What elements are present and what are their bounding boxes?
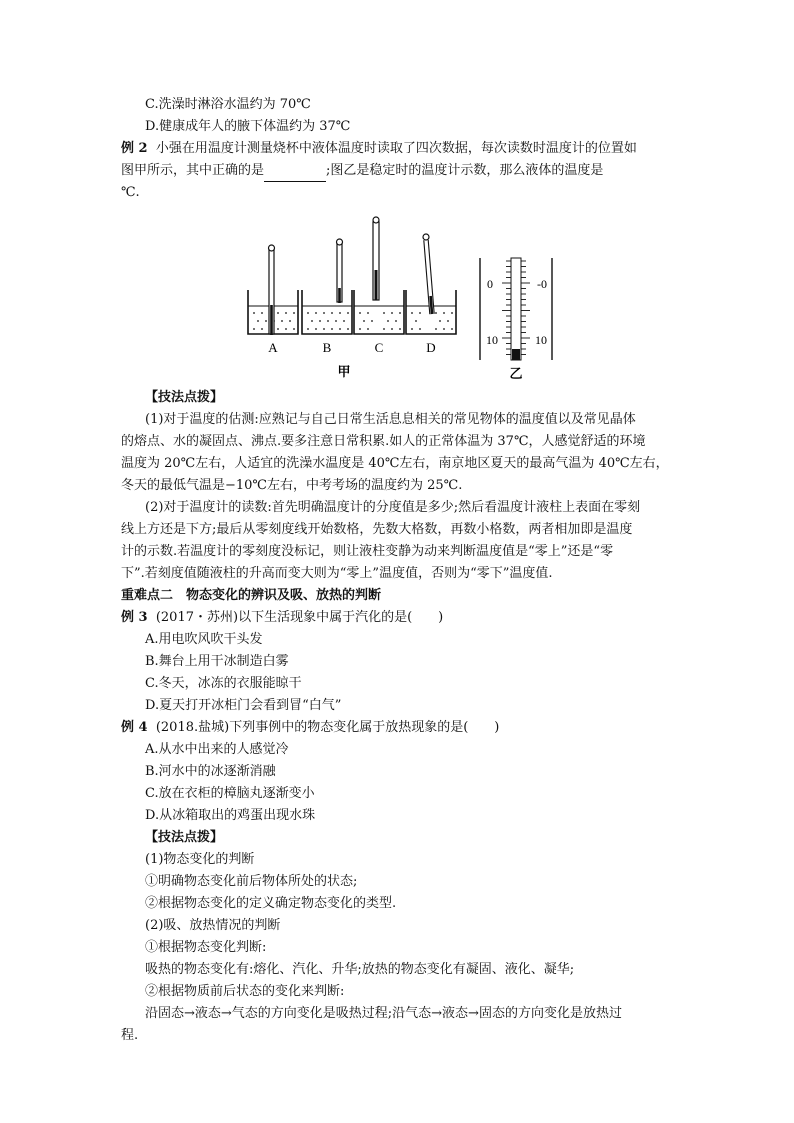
- beaker-c: [354, 217, 404, 334]
- scale-ticks-right: [521, 261, 530, 355]
- thermometer-scale: [480, 258, 552, 360]
- example4-option-a[interactable]: A.从水中出来的人感觉冷: [145, 742, 289, 757]
- thermometer-figure: [240, 210, 570, 385]
- beaker-a: [248, 245, 298, 335]
- tips2-line6: 吸热的物态变化有:熔化、汽化、升华;放热的物态变化有凝固、液化、凝华;: [145, 962, 575, 977]
- beaker-label-c: C: [374, 340, 384, 355]
- tips1-p2-line4: 下”.若刻度值随液柱的升高而变大则为“零上”温度值，否则为“零下”温度值.: [121, 566, 553, 581]
- option-c-line: C.洗澡时淋浴水温约为 70℃: [145, 97, 311, 112]
- beaker-d: [406, 234, 456, 334]
- example2-line3: ℃.: [121, 185, 140, 200]
- example4-option-d[interactable]: D.从冰箱取出的鸡蛋出现水珠: [145, 808, 316, 823]
- scale-ticks-left: [502, 261, 511, 355]
- scale-label-10-right: 10: [535, 333, 547, 347]
- beaker-label-a: A: [268, 340, 278, 355]
- example2-label: 例 2: [121, 141, 148, 156]
- example3-option-d[interactable]: D.夏天打开冰柜门会看到冒“白气”: [145, 698, 342, 713]
- example4-label: 例 4: [121, 720, 148, 735]
- example3-stem-line: [121, 608, 443, 628]
- example3-option-b[interactable]: B.舞台上用干冰制造白雾: [145, 654, 289, 669]
- option-d-line: D.健康成年人的腋下体温约为 37℃: [145, 119, 351, 134]
- example3-stem: (2017・苏州)以下生活现象中属于汽化的是( ): [155, 610, 444, 625]
- example2-text-line2a: 图甲所示，其中正确的是: [121, 163, 265, 178]
- tips1-heading: 【技法点拨】: [145, 390, 224, 405]
- tips1-p1-line1: (1)对于温度的估测:应熟记与自己日常生活息息相关的常见物体的温度值以及常见晶体: [145, 412, 636, 427]
- example2-text-line2b: ;图乙是稳定时的温度计示数，那么液体的温度是: [326, 163, 604, 178]
- tips2-line5: ①根据物态变化判断:: [145, 940, 267, 955]
- tips1-p1-line2: 的熔点、水的凝固点、沸点.要多注意日常积累.如人的正常体温为 37℃，人感觉舒适的环境: [121, 434, 646, 449]
- answer-blank[interactable]: [264, 161, 326, 182]
- scale-label-10-left: 10: [486, 333, 498, 347]
- caption-jia: 甲: [337, 364, 351, 379]
- section2-title: 重难点二 物态变化的辨识及吸、放热的判断: [121, 588, 382, 603]
- tips2-heading: 【技法点拨】: [145, 830, 224, 845]
- example2-line2: [121, 161, 617, 182]
- tips2-line1: (1)物态变化的判断: [145, 852, 255, 867]
- example3-label: 例 3: [121, 610, 148, 625]
- example4-stem-line: [121, 718, 499, 738]
- example2-line1: [121, 139, 677, 159]
- liquid-column: [512, 349, 520, 360]
- tips2-last-line2: 程.: [121, 1028, 139, 1043]
- beaker-label-d: D: [426, 340, 436, 355]
- tips1-p2-line1: (2)对于温度计的读数:首先明确温度计的分度值是多少;然后看温度计液柱上表面在零刻: [145, 500, 641, 515]
- tips1-p1-line3: 温度为 20℃左右，人适宜的洗澡水温度是 40℃左右，南京地区夏天的最高气温为 40℃左右，: [121, 456, 669, 471]
- example4-stem: (2018.盐城)下列事例中的物态变化属于放热现象的是( ): [155, 720, 500, 735]
- example3-option-c[interactable]: C.冬天，冰冻的衣服能晾干: [145, 676, 302, 691]
- tips2-line7: ②根据物质前后状态的变化来判断:: [145, 984, 345, 999]
- caption-yi: 乙: [509, 366, 523, 381]
- scale-label-0-right: -0: [537, 277, 547, 291]
- tips2-last-line1: 沿固态→液态→气态的方向变化是吸热过程;沿气态→液态→固态的方向变化是放热过: [145, 1006, 622, 1021]
- example2-text-line1: 小强在用温度计测量烧杯中液体温度时读取了四次数据，每次读数时温度计的位置如: [155, 141, 637, 156]
- example4-option-b[interactable]: B.河水中的冰逐渐消融: [145, 764, 276, 779]
- tips2-line4: (2)吸、放热情况的判断: [145, 918, 281, 933]
- scale-label-0-left: 0: [487, 277, 493, 291]
- example4-option-c[interactable]: C.放在衣柜的樟脑丸逐渐变小: [145, 786, 315, 801]
- tips2-line2: ①明确物态变化前后物体所处的状态;: [145, 874, 358, 889]
- tips2-line3: ②根据物态变化的定义确定物态变化的类型.: [145, 896, 397, 911]
- example3-option-a[interactable]: A.用电吹风吹干头发: [145, 632, 263, 647]
- tips1-p1-line4: 冬天的最低气温是−10℃左右，中考考场的温度约为 25℃.: [121, 478, 463, 493]
- tips1-p2-line3: 计的示数.若温度计的零刻度没标记，则让液柱变静为动来判断温度值是“零上”还是“零: [121, 544, 614, 559]
- beaker-label-b: B: [322, 340, 332, 355]
- beaker-b: [302, 239, 352, 334]
- tips1-p2-line2: 线上方还是下方;最后从零刻度线开始数格，先数大格数，再数小格数，两者相加即是温度: [121, 522, 633, 537]
